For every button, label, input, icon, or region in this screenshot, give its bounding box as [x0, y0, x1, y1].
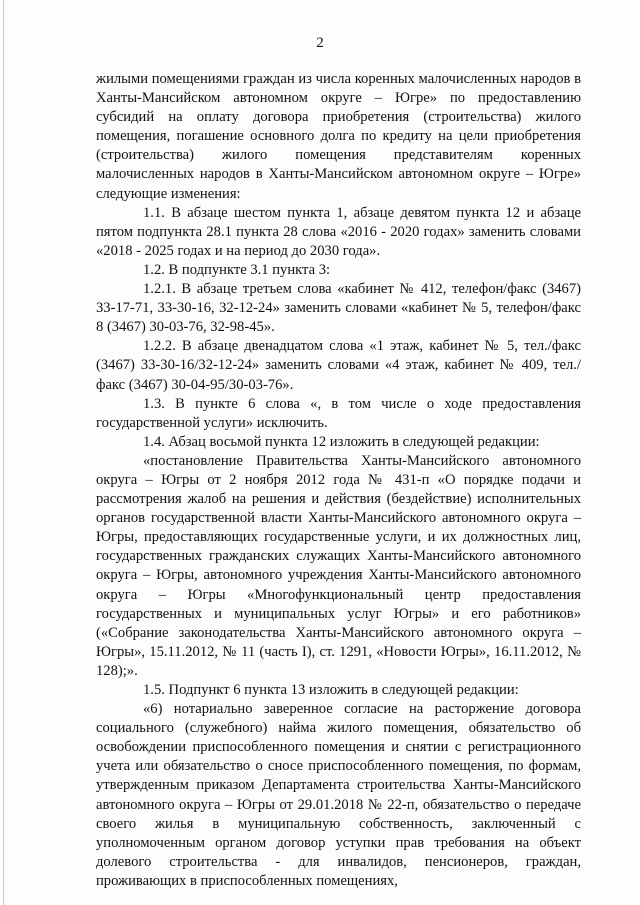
paragraph-intro-continuation: жилыми помещениями граждан из числа коренных малочисленных народов в Ханты-Мансийском автономном округе – Югре» по предоставлению субсидий на оплату договора приобретения (строительства) жилого помещения, погашение основного долга по кредиту на цели приобретения (строительства) жилого помещения представителям коренных малочисленных народов в Ханты-Мансийском автономном округе – Югре» следующие изменения: — [96, 71, 581, 202]
paragraph-1-5-quote: «6) нотариально заверенное согласие на расторжение договора социального (служебного) найма жилого помещения, обязательство об освобождении приспособленного помещения и снятии с регистрационного учета или обязательство о сносе приспособленного помещения, по формам, утвержденным приказом Департамента строительства Ханты-Мансийского автономного округа – Югры от 29.01.2018 № 22-п, обязательство о передаче своего жилья в муниципальную собственность, заключенный с уполномоченным органом договор уступки прав требования на объект долевого строительства - для инвалидов, пенсионеров, граждан, проживающих в приспособленных помещениях, — [96, 701, 581, 889]
paragraph-1-1: 1.1. В абзаце шестом пункта 1, абзаце девятом пункта 12 и абзаце пятом подпункта 28.1 пункта 28 слова «2016 - 2020 годах» заменить словами «2018 - 2025 годах и на период до 2030 года». — [96, 204, 581, 259]
paragraph-1-4-quote: «постановление Правительства Ханты-Мансийского автономного округа – Югры от 2 ноября 2012 года № 431-п «О порядке подачи и рассмотрения жалоб на решения и действия (бездействие) исполнительных органов государственной власти Ханты-Мансийского автономного округа – Югры, предоставляющих государственные услуги, и их должностных лиц, государственных гражданских служащих Ханты-Мансийского автономного округа – Югры, автономного учреждения Ханты-Мансийского автономного округа – Югры «Многофункциональный центр предоставления государственных и муниципальных услуг Югры» и его работников» («Собрание законодательства Ханты-Мансийского автономного округа – Югры», 15.11.2012, № 11 (часть I), ст. 1291, «Новости Югры», 16.11.2012, № 128);». — [96, 452, 581, 679]
paragraph-1-5: 1.5. Подпункт 6 пункта 13 изложить в следующей редакции: — [143, 682, 519, 698]
scan-edge-line — [3, 0, 4, 905]
paragraph-1-4: 1.4. Абзац восьмой пункта 12 изложить в следующей редакции: — [143, 433, 540, 450]
paragraph-1-2-1: 1.2.1. В абзаце третьем слова «кабинет № 412, телефон/факс (3467) 33-17-71, 33-30-16, 32-12-24» заменить словами «кабинет № 5, телефон/факс 8 (3467) 30-03-76, 32-98-45». — [96, 281, 581, 336]
paragraph-1-2-2: 1.2.2. В абзаце двенадцатом слова «1 этаж, кабинет № 5, тел./факс (3467) 33-30-16/32-12-24» заменить словами «4 этаж, кабинет № 409, тел./факс (3467) 30-04-95/30-03-76». — [96, 338, 581, 393]
document-body — [96, 70, 581, 891]
paragraph-1-3: 1.3. В пункте 6 слова «, в том числе о ходе предоставления государственной услуги» исключить. — [96, 395, 581, 431]
page-number: 2 — [316, 35, 324, 51]
paragraph-1-2: 1.2. В подпункте 3.1 пункта 3: — [143, 261, 331, 278]
